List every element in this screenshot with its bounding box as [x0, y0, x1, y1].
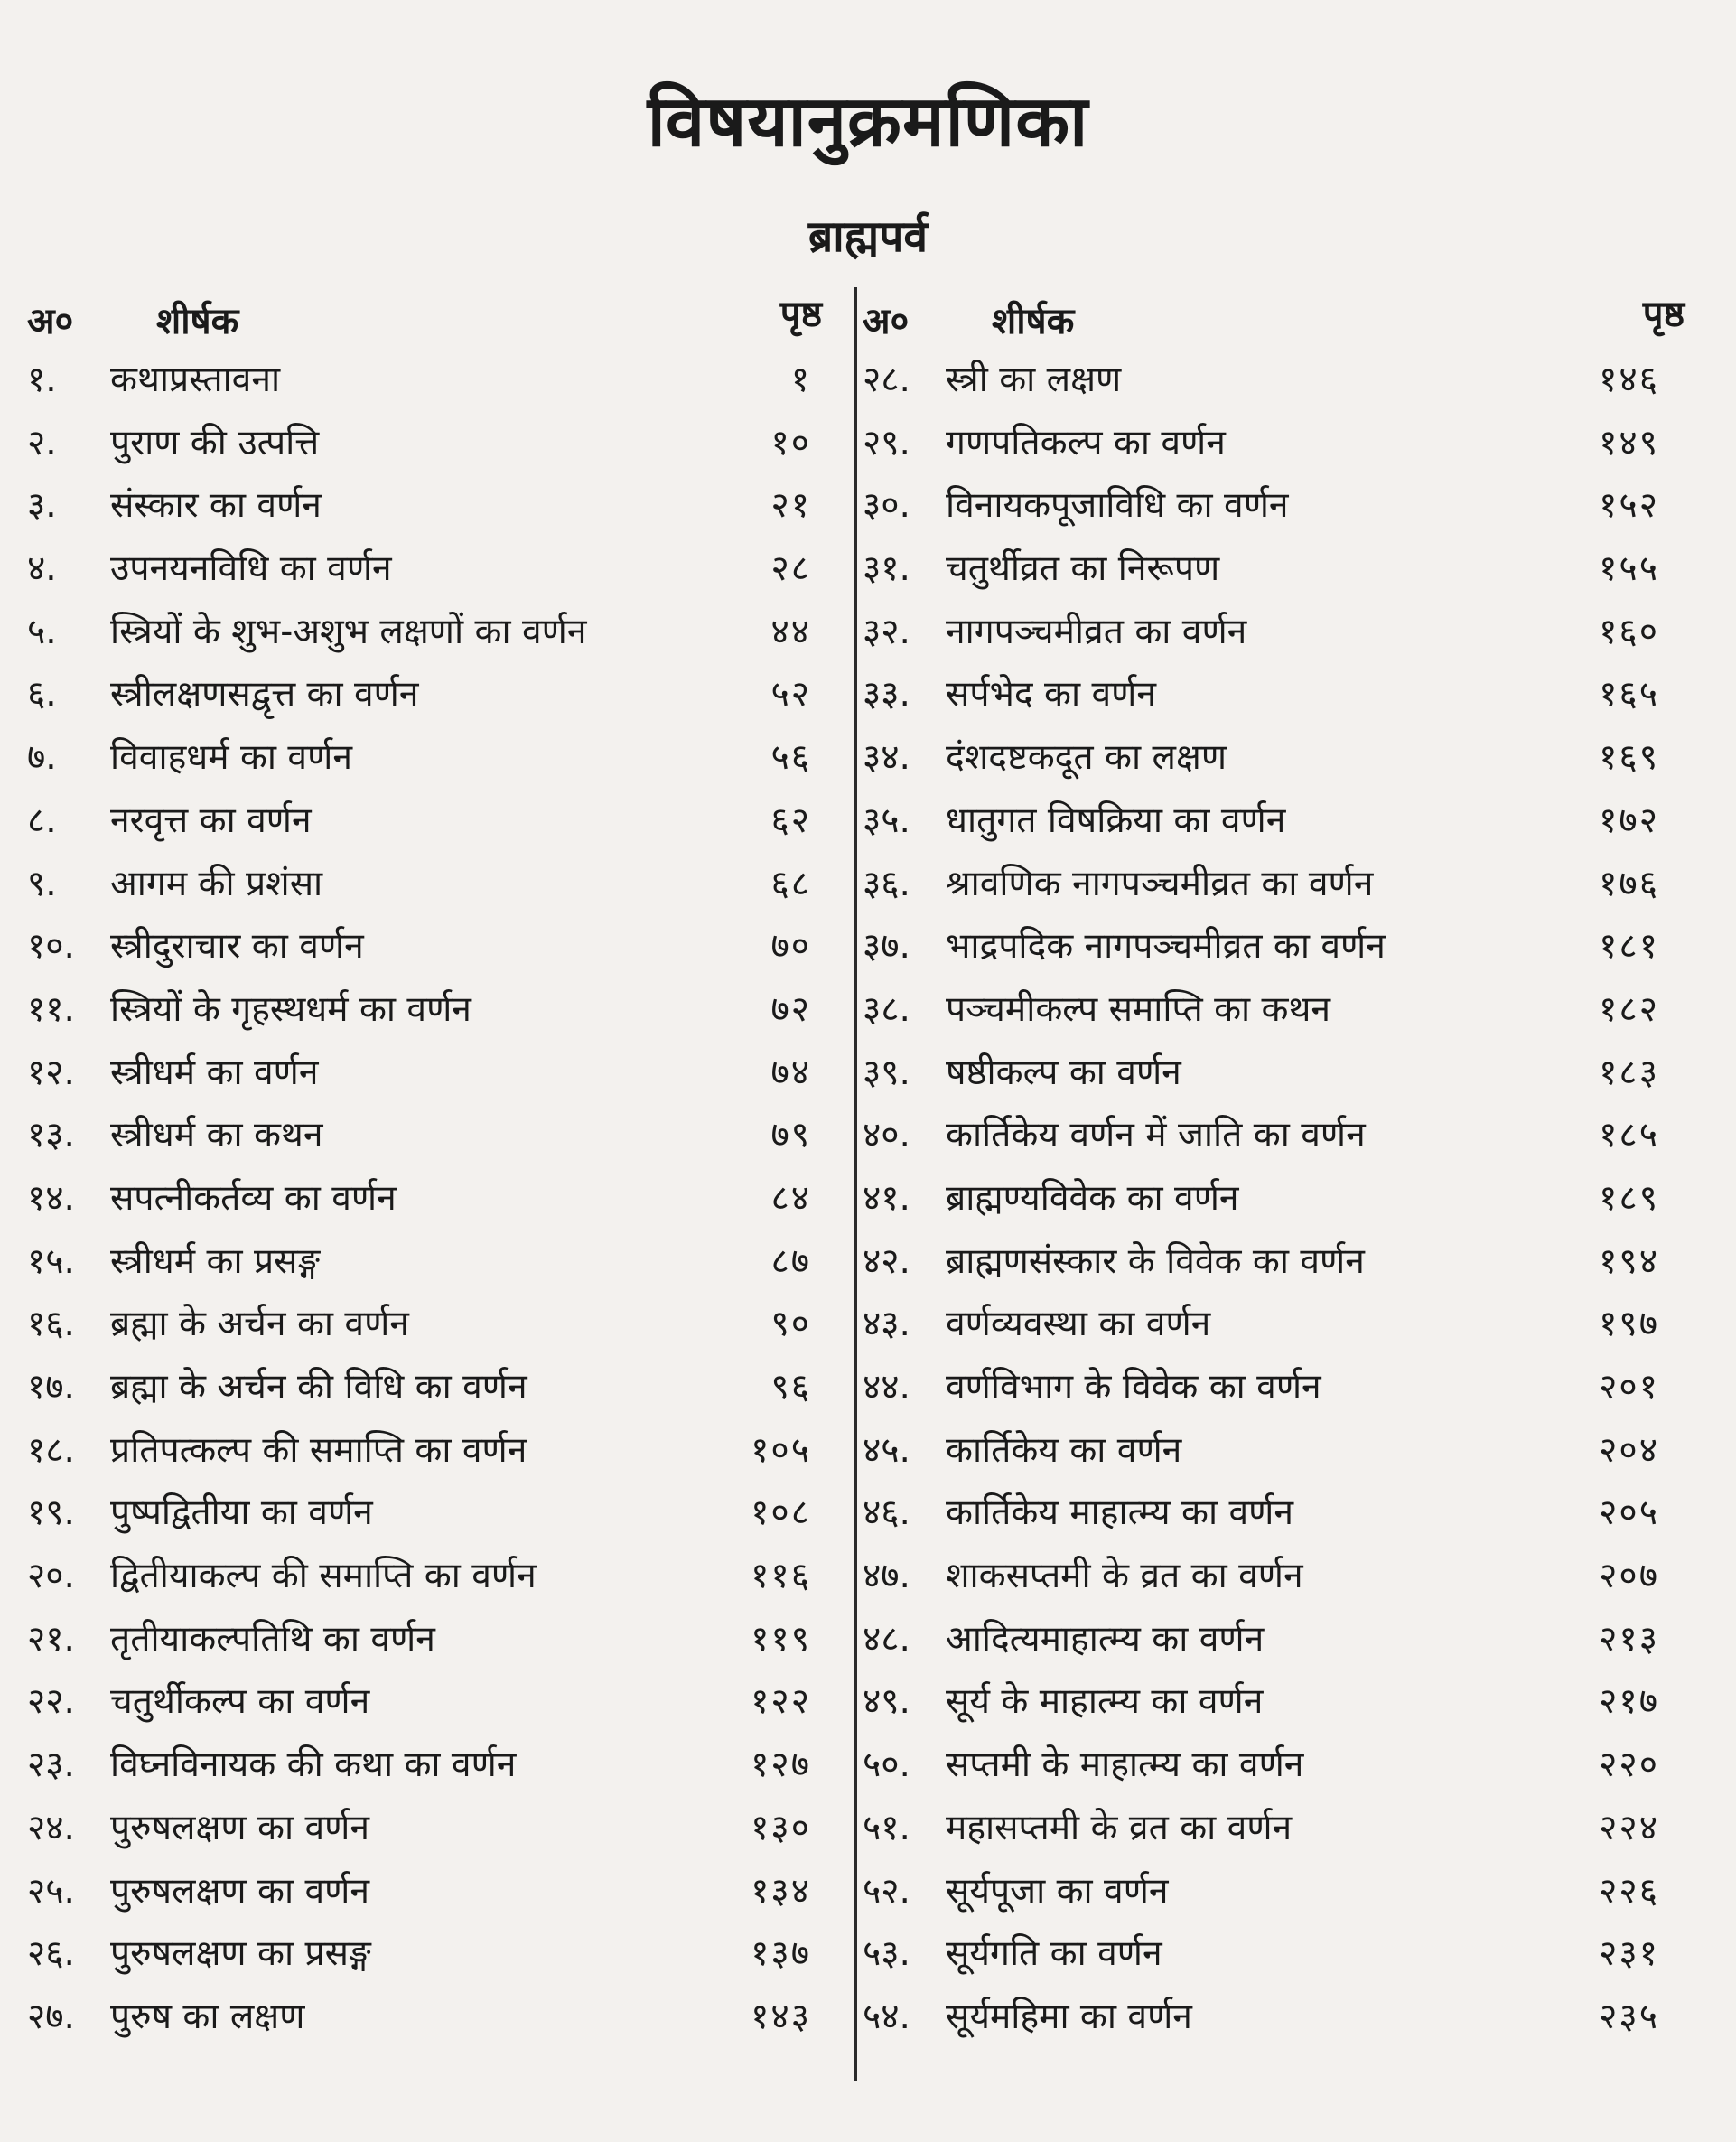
entry-page: २२४ — [1599, 1807, 1659, 1848]
contents-entry — [27, 1478, 822, 1541]
entry-number: ४४. — [863, 1367, 910, 1408]
entry-number: १७. — [27, 1367, 75, 1408]
contents-entry — [27, 1730, 822, 1793]
entry-title: विघ्नविनायक की कथा का वर्णन — [110, 1744, 517, 1786]
entry-page: १२७ — [751, 1744, 811, 1786]
entry-page: ८४ — [770, 1177, 811, 1219]
entry-page: ७२ — [770, 988, 811, 1030]
column-divider — [854, 287, 857, 2081]
contents-entry — [863, 1919, 1685, 1982]
entry-page: ५६ — [770, 737, 811, 779]
entry-title: कार्तिकेय माहात्म्य का वर्णन — [946, 1492, 1293, 1534]
entry-page: १०५ — [751, 1429, 811, 1471]
contents-entry — [27, 1857, 822, 1920]
entry-number: ५०. — [863, 1744, 910, 1786]
contents-entry — [863, 471, 1685, 534]
entry-page: १८५ — [1599, 1115, 1659, 1156]
entry-number: २३. — [27, 1744, 75, 1786]
entry-page: १९४ — [1599, 1240, 1659, 1282]
header-chapter-no: अ० — [27, 301, 74, 342]
contents-entry — [27, 659, 822, 723]
entry-page: १६५ — [1599, 674, 1659, 716]
entry-title: भाद्रपदिक नागपञ्चमीव्रत का वर्णन — [946, 926, 1386, 968]
entry-page: २०४ — [1599, 1429, 1659, 1471]
entry-number: १०. — [27, 926, 75, 968]
entry-title: पुरुष का लक्षण — [110, 1996, 305, 2037]
contents-entry — [27, 534, 822, 597]
entry-page: ९० — [770, 1304, 811, 1345]
entry-page: १८१ — [1599, 926, 1659, 968]
contents-entry — [863, 1416, 1685, 1479]
entry-number: १३. — [27, 1115, 75, 1156]
contents-entry — [863, 849, 1685, 912]
entry-title: स्त्रियों के शुभ-अशुभ लक्षणों का वर्णन — [110, 611, 587, 652]
contents-entry — [863, 723, 1685, 786]
entry-number: २५. — [27, 1870, 75, 1912]
entry-title: कथाप्रस्तावना — [110, 360, 281, 400]
entry-title: कार्तिकेय वर्णन में जाति का वर्णन — [946, 1115, 1366, 1156]
entry-title: स्त्रीदुराचार का वर्णन — [110, 926, 364, 968]
contents-column-right — [863, 287, 1685, 2045]
entry-title: शाकसप्तमी के व्रत का वर्णन — [946, 1556, 1303, 1597]
entry-number: १. — [27, 360, 57, 400]
entry-title: ब्रह्मा के अर्चन की विधि का वर्णन — [110, 1367, 527, 1408]
entry-number: १६. — [27, 1304, 75, 1345]
entry-page: १४९ — [1599, 422, 1659, 463]
contents-entry — [27, 723, 822, 786]
entry-number: ५. — [27, 611, 57, 652]
entry-number: ४२. — [863, 1240, 910, 1282]
entry-page: २१७ — [1599, 1681, 1659, 1723]
entry-number: ९. — [27, 863, 57, 904]
contents-entry — [863, 1793, 1685, 1857]
entry-title: ब्राह्मणसंस्कार के विवेक का वर्णन — [946, 1240, 1365, 1282]
contents-entry — [863, 786, 1685, 849]
contents-entry — [27, 786, 822, 849]
contents-entry — [27, 975, 822, 1038]
entry-number: ४६. — [863, 1492, 910, 1534]
entry-number: ८. — [27, 800, 57, 841]
entry-number: ३२. — [863, 611, 910, 652]
contents-entry — [863, 1604, 1685, 1668]
entry-number: २६. — [27, 1933, 75, 1975]
entry-title: स्त्रीधर्म का कथन — [110, 1115, 323, 1156]
entry-title: चतुर्थीकल्प का वर्णन — [110, 1681, 370, 1723]
header-page: पृष्ठ — [779, 294, 822, 335]
entry-title: स्त्री का लक्षण — [946, 360, 1122, 400]
entry-number: ४९. — [863, 1681, 910, 1723]
entry-number: ३०. — [863, 485, 910, 527]
entry-title: पञ्चमीकल्प समाप्ति का कथन — [946, 988, 1331, 1030]
entry-title: नरवृत्त का वर्णन — [110, 800, 312, 841]
entry-page: ८७ — [770, 1240, 811, 1282]
entry-page: १४३ — [751, 1996, 811, 2037]
contents-entry — [863, 912, 1685, 975]
entry-page: १४६ — [1599, 360, 1659, 400]
entry-title: विवाहधर्म का वर्णन — [110, 737, 352, 779]
entry-title: महासप्तमी के व्रत का वर्णन — [946, 1807, 1293, 1848]
entry-number: २७. — [27, 1996, 75, 2037]
entry-number: ४८. — [863, 1618, 910, 1660]
entry-title: स्त्रीलक्षणसद्वृत्त का वर्णन — [110, 674, 419, 716]
contents-entry — [27, 597, 822, 660]
entry-number: २. — [27, 422, 57, 463]
entry-number: ५४. — [863, 1996, 910, 2037]
entry-title: आगम की प्रशंसा — [110, 863, 323, 904]
contents-entry — [27, 1100, 822, 1164]
contents-entry — [27, 849, 822, 912]
entry-title: आदित्यमाहात्म्य का वर्णन — [946, 1618, 1265, 1660]
entry-number: २४. — [27, 1807, 75, 1848]
contents-entry — [863, 1730, 1685, 1793]
entry-page: २२० — [1599, 1744, 1659, 1786]
contents-entry — [27, 1982, 822, 2045]
entry-page: १५२ — [1599, 485, 1659, 527]
contents-entry — [27, 408, 822, 472]
entry-list — [27, 345, 822, 2045]
contents-entry — [27, 1919, 822, 1982]
contents-entry — [863, 534, 1685, 597]
entry-title: दंशदष्टकदूत का लक्षण — [946, 737, 1227, 779]
entry-title: सूर्यपूजा का वर्णन — [946, 1870, 1169, 1912]
contents-entry — [27, 345, 822, 408]
entry-title: स्त्रीधर्म का प्रसङ्ग — [110, 1240, 321, 1282]
entry-number: २१. — [27, 1618, 75, 1660]
entry-number: २०. — [27, 1556, 75, 1597]
entry-number: २२. — [27, 1681, 75, 1723]
header-title: शीर्षक — [992, 301, 1075, 342]
entry-page: २०७ — [1599, 1556, 1659, 1597]
entry-title: षष्ठीकल्प का वर्णन — [946, 1052, 1181, 1093]
contents-entry — [863, 1541, 1685, 1604]
entry-page: २३१ — [1599, 1933, 1659, 1975]
contents-entry — [863, 345, 1685, 408]
contents-entry — [27, 912, 822, 975]
entry-title: चतुर्थीव्रत का निरूपण — [946, 548, 1220, 590]
entry-list — [863, 345, 1685, 2045]
entry-number: ७. — [27, 737, 57, 779]
entry-number: ४१. — [863, 1177, 910, 1219]
entry-title: सूर्यमहिमा का वर्णन — [946, 1996, 1192, 2037]
contents-entry — [863, 1164, 1685, 1227]
entry-page: ६८ — [770, 863, 811, 904]
entry-number: ३. — [27, 485, 57, 527]
entry-title: सर्पभेद का वर्णन — [946, 674, 1157, 716]
contents-entry — [863, 408, 1685, 472]
entry-number: ३५. — [863, 800, 910, 841]
entry-number: १४. — [27, 1177, 75, 1219]
entry-title: वर्णव्यवस्था का वर्णन — [946, 1304, 1211, 1345]
entry-number: ५२. — [863, 1870, 910, 1912]
entry-title: पुराण की उत्पत्ति — [110, 422, 320, 463]
page-title: विषयानुक्रमणिका — [647, 81, 1089, 163]
entry-number: ४७. — [863, 1556, 910, 1597]
entry-title: नागपञ्चमीव्रत का वर्णन — [946, 611, 1247, 652]
entry-title: ब्रह्मा के अर्चन का वर्णन — [110, 1304, 409, 1345]
entry-number: ४. — [27, 548, 57, 590]
entry-page: १५५ — [1599, 548, 1659, 590]
contents-entry — [863, 1982, 1685, 2045]
entry-title: पुरुषलक्षण का वर्णन — [110, 1870, 369, 1912]
contents-entry — [27, 1352, 822, 1416]
entry-title: प्रतिपत्कल्प की समाप्ति का वर्णन — [110, 1429, 527, 1471]
entry-page: १२२ — [751, 1681, 811, 1723]
entry-number: ३४. — [863, 737, 910, 779]
contents-entry — [863, 1227, 1685, 1290]
entry-number: ४५. — [863, 1429, 910, 1471]
contents-entry — [27, 471, 822, 534]
entry-page: १७६ — [1599, 863, 1659, 904]
entry-title: स्त्रियों के गृहस्थधर्म का वर्णन — [110, 988, 471, 1030]
entry-page: २३५ — [1599, 1996, 1659, 2037]
entry-page: ११९ — [751, 1618, 811, 1660]
entry-number: ३७. — [863, 926, 910, 968]
entry-page: १७२ — [1599, 800, 1659, 841]
entry-number: ११. — [27, 988, 75, 1030]
entry-number: १९. — [27, 1492, 75, 1534]
entry-page: १८२ — [1599, 988, 1659, 1030]
entry-title: कार्तिकेय का वर्णन — [946, 1429, 1182, 1471]
entry-page: २८ — [770, 548, 811, 590]
entry-page: १३० — [751, 1807, 811, 1848]
contents-entry — [27, 1793, 822, 1857]
contents-entry — [863, 1038, 1685, 1101]
entry-number: ३८. — [863, 988, 910, 1030]
entry-title: विनायकपूजाविधि का वर्णन — [946, 485, 1289, 527]
contents-entry — [863, 1667, 1685, 1730]
entry-title: सप्तमी के माहात्म्य का वर्णन — [946, 1744, 1304, 1786]
entry-title: उपनयनविधि का वर्णन — [110, 548, 392, 590]
entry-number: ६. — [27, 674, 57, 716]
entry-title: सूर्य के माहात्म्य का वर्णन — [946, 1681, 1264, 1723]
entry-title: सूर्यगति का वर्णन — [946, 1933, 1162, 1975]
contents-entry — [27, 1416, 822, 1479]
entry-page: १० — [770, 422, 811, 463]
entry-title: श्रावणिक नागपञ्चमीव्रत का वर्णन — [946, 863, 1374, 904]
entry-number: ४०. — [863, 1115, 910, 1156]
entry-page: ५२ — [770, 674, 811, 716]
entry-number: २८. — [863, 360, 910, 400]
entry-page: २१ — [770, 485, 811, 527]
entry-title: वर्णविभाग के विवेक का वर्णन — [946, 1367, 1321, 1408]
entry-page: ४४ — [770, 611, 811, 652]
contents-entry — [27, 1541, 822, 1604]
contents-entry — [863, 1289, 1685, 1352]
entry-page: १८३ — [1599, 1052, 1659, 1093]
entry-page: १०८ — [751, 1492, 811, 1534]
entry-title: पुरुषलक्षण का वर्णन — [110, 1807, 369, 1848]
contents-entry — [27, 1667, 822, 1730]
entry-number: १२. — [27, 1052, 75, 1093]
header-title: शीर्षक — [156, 301, 239, 342]
entry-title: धातुगत विषक्रिया का वर्णन — [946, 800, 1286, 841]
entry-page: २०५ — [1599, 1492, 1659, 1534]
contents-entry — [863, 659, 1685, 723]
entry-title: संस्कार का वर्णन — [110, 485, 322, 527]
contents-entry — [863, 1352, 1685, 1416]
entry-page: ७० — [770, 926, 811, 968]
entry-title: गणपतिकल्प का वर्णन — [946, 422, 1226, 463]
entry-page: १३७ — [751, 1933, 811, 1975]
entry-number: ४३. — [863, 1304, 910, 1345]
entry-page: १ — [790, 360, 811, 400]
entry-page: २१३ — [1599, 1618, 1659, 1660]
entry-page: १६० — [1599, 611, 1659, 652]
column-header — [27, 287, 822, 345]
contents-entry — [863, 597, 1685, 660]
entry-title: ब्राह्मण्यविवेक का वर्णन — [946, 1177, 1239, 1219]
entry-page: ११६ — [751, 1556, 811, 1597]
entry-number: ३६. — [863, 863, 910, 904]
entry-page: १३४ — [751, 1870, 811, 1912]
contents-entry — [863, 1478, 1685, 1541]
column-header — [863, 287, 1685, 345]
entry-number: ५३. — [863, 1933, 910, 1975]
entry-page: ६२ — [770, 800, 811, 841]
contents-entry — [27, 1164, 822, 1227]
entry-page: ९६ — [770, 1367, 811, 1408]
entry-number: ३१. — [863, 548, 910, 590]
entry-title: द्वितीयाकल्प की समाप्ति का वर्णन — [110, 1556, 537, 1597]
entry-page: १८९ — [1599, 1177, 1659, 1219]
contents-entry — [27, 1604, 822, 1668]
entry-page: २०१ — [1599, 1367, 1659, 1408]
contents-column-left — [27, 287, 822, 2045]
entry-number: ३३. — [863, 674, 910, 716]
entry-number: १५. — [27, 1240, 75, 1282]
entry-title: पुष्पद्वितीया का वर्णन — [110, 1492, 373, 1534]
entry-number: २९. — [863, 422, 910, 463]
entry-title: पुरुषलक्षण का प्रसङ्ग — [110, 1933, 371, 1975]
contents-entry — [27, 1289, 822, 1352]
entry-page: ७४ — [770, 1052, 811, 1093]
entry-page: १९७ — [1599, 1304, 1659, 1345]
entry-page: २२६ — [1599, 1870, 1659, 1912]
contents-entry — [863, 1857, 1685, 1920]
contents-entry — [863, 1100, 1685, 1164]
entry-number: १८. — [27, 1429, 75, 1471]
entry-page: ७९ — [770, 1115, 811, 1156]
header-chapter-no: अ० — [863, 301, 910, 342]
header-page: पृष्ठ — [1642, 294, 1685, 335]
contents-entry — [27, 1227, 822, 1290]
section-title: ब्राह्मपर्व — [807, 211, 929, 262]
entry-number: ५१. — [863, 1807, 910, 1848]
entry-title: तृतीयाकल्पतिथि का वर्णन — [110, 1618, 435, 1660]
entry-page: १६९ — [1599, 737, 1659, 779]
contents-entry — [863, 975, 1685, 1038]
contents-entry — [27, 1038, 822, 1101]
entry-title: स्त्रीधर्म का वर्णन — [110, 1052, 319, 1093]
entry-title: सपत्नीकर्तव्य का वर्णन — [110, 1177, 397, 1219]
entry-number: ३९. — [863, 1052, 910, 1093]
